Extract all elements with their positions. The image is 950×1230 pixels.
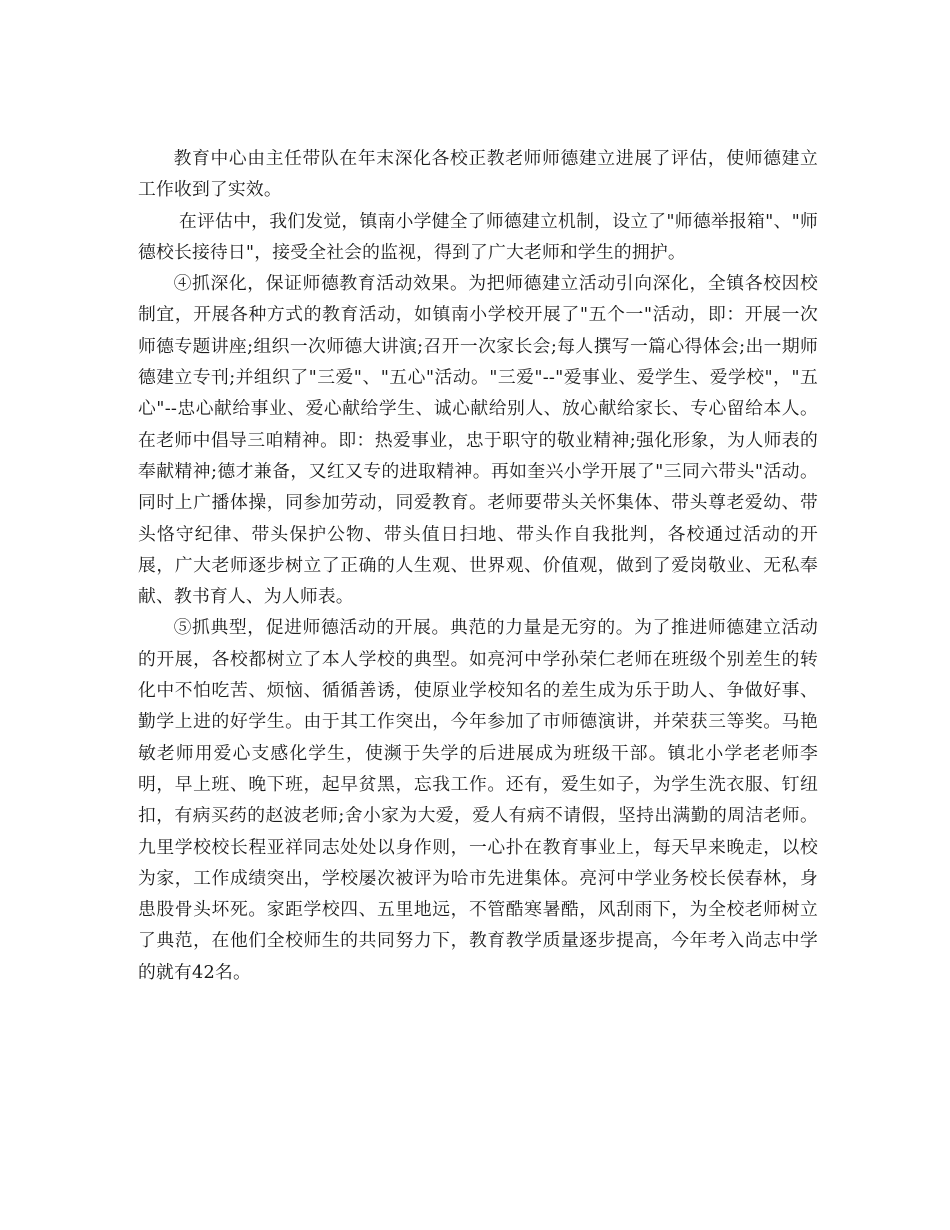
paragraph-evaluation-findings: 在评估中，我们发觉，镇南小学健全了师德建立机制，设立了"师德举报箱"、"师德校长接待日"，接受全社会的监视，得到了广大老师和学生的拥护。 (138, 210, 818, 263)
paragraph-deepening-activities: ④抓深化，保证师德教育活动效果。为把师德建立活动引向深化，全镇各校因校制宜，开展各种方式的教育活动，如镇南小学校开展了"五个一"活动，即：开展一次师德专题讲座;组织一次师德大讲演;召开一次家长会;每人撰写一篇心得体会;出一期师德建立专刊;并组织了"三爱"、"五心"活动。"三爱"--"爱事业、爱学生、爱学校"，"五心"--忠心献给事业、爱心献给学生、诚心献给别人、放心献给家长、专心留给本人。在老师中倡导三咱精神。即：热爱事业，忠于职守的敬业精神;强化形象，为人师表的奉献精神;德才兼备，又红又专的进取精神。再如奎兴小学开展了"三同六带头"活动。同时上广播体操，同参加劳动，同爱教育。老师要带头关怀集体、带头尊老爱幼、带头恪守纪律、带头保护公物、带头值日扫地、带头作自我批判，各校通过活动的开展，广大老师逐步树立了正确的人生观、世界观、价值观，做到了爱岗敬业、无私奉献、教书育人、为人师表。 (138, 273, 818, 608)
paragraph-evaluation-intro: 教育中心由主任带队在年末深化各校正教老师师德建立进展了评估，使师德建立工作收到了实效。 (138, 148, 818, 201)
document-body (138, 143, 818, 988)
paragraph-typical-examples: ⑤抓典型，促进师德活动的开展。典范的力量是无穷的。为了推进师德建立活动的开展，各校都树立了本人学校的典型。如亮河中学孙荣仁老师在班级个别差生的转化中不怕吃苦、烦恼、循循善诱，使原业学校知名的差生成为乐于助人、争做好事、勤学上进的好学生。由于其工作突出，今年参加了市师德演讲，并荣获三等奖。马艳敏老师用爱心支感化学生，使濒于失学的后进展成为班级干部。镇北小学老老师李明，早上班、晚下班，起早贫黑，忘我工作。还有，爱生如子，为学生洗衣服、钉纽扣，有病买药的赵波老师;舍小家为大爱，爱人有病不请假，坚持出满勤的周洁老师。九里学校校长程亚祥同志处处以身作则，一心扑在教育事业上，每天早来晚走，以校为家，工作成绩突出，学校屡次被评为哈市先进集体。亮河中学业务校长侯春林，身患股骨头坏死。家距学校四、五里地远，不管酷寒暑酷，风刮雨下，为全校老师树立了典范，在他们全校师生的共同努力下，教育教学质量逐步提高，今年考入尚志中学的就有42名。 (138, 617, 818, 983)
